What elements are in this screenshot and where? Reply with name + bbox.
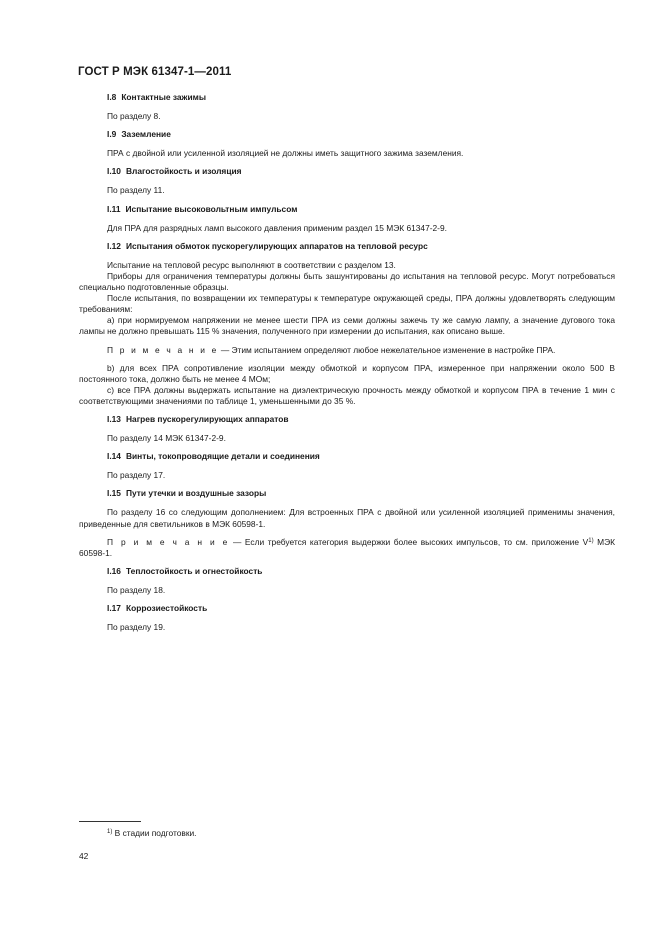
note-text: — Этим испытанием определяют любое нежелательное изменение в настройке ПРА. [218,344,556,355]
list-item-c: c) все ПРА должны выдержать испытание на диэлектрическую прочность между обмоткой и корпусом ПРА в течение 1 мин с соответствующими значениями по таблице 1, уменьшенными до 35 %. [79,384,615,406]
list-item-a: а) при нормируемом напряжении не менее шести ПРА из семи должны зажечь ту же самую лампу, а значение дугового тока лампы не должно превышать 115 % значения, полученного при измерении до испытания, как описано выше. [79,315,615,337]
paragraph: Испытание на тепловой ресурс выполняют в соответствии с разделом 13. [107,259,396,270]
section-number: I.9 [107,129,117,140]
section-number: I.14 [107,451,121,462]
section-number: I.17 [107,603,121,613]
paragraph: По разделу 16 со следующим дополнением: Для встроенных ПРА с двойной или усиленной изоляцией применимы значения, приведенные для светильников в МЭК 60598-1. [79,507,615,529]
section-heading-i16 [79,566,615,577]
section-title: Влагостойкость и изоляция [125,166,242,177]
paragraph: По разделу 19. [107,622,166,633]
section-heading-i14 [79,451,615,462]
paragraph: По разделу 18. [107,584,166,595]
section-number: I.11 [107,203,121,214]
section-title: Испытание высоковольтным импульсом [125,203,298,214]
section-heading-i12 [79,241,615,252]
footnote-ref[interactable]: 1) [588,537,594,544]
section-heading-i17 [79,603,615,614]
page-number: 42 [79,851,89,861]
paragraph: После испытания, по возвращении их температуры к температуре окружающей среды, ПРА должны удовлетворять следующим требованиям: [79,293,615,315]
footnote-mark: 1) [107,829,113,835]
section-number: I.12 [107,240,121,251]
section-title: Испытания обмоток пускорегулирующих аппаратов на тепловой ресурс [125,240,428,251]
section-heading-i10 [79,166,615,177]
section-heading-i8 [79,92,615,103]
section-heading-i13 [79,414,615,425]
note-text: — Если требуется категория выдержки более высоких импульсов, то см. приложение V [229,536,589,547]
section-number: I.16 [107,565,121,576]
document-header: ГОСТ Р МЭК 61347-1—2011 [78,66,232,78]
footnote-divider [79,821,141,822]
paragraph: ПРА с двойной или усиленной изоляцией не должны иметь защитного зажима заземления. [107,148,464,159]
section-title: Заземление [121,129,171,140]
paragraph: По разделу 14 МЭК 61347-2-9. [107,433,226,444]
footnote [107,828,197,838]
section-number: I.15 [107,488,121,499]
paragraph: По разделу 17. [107,470,166,481]
section-number: I.10 [107,166,121,177]
section-number: I.8 [107,92,117,102]
section-heading-i15 [79,488,615,499]
note-text-tail: МЭК 60598-1. [79,536,615,558]
section-heading-i11 [79,204,615,215]
section-title: Пути утечки и воздушные зазоры [125,488,267,499]
section-number: I.13 [107,413,121,424]
section-title: Теплостойкость и огнестойкость [125,565,263,576]
note [79,537,615,559]
section-heading-i9 [79,129,615,140]
note-label: П р и м е ч а н и е [107,536,230,547]
note [79,345,615,356]
paragraph: Для ПРА для разрядных ламп высокого давления применим раздел 15 МЭК 61347-2-9. [107,222,447,233]
document-body [79,92,615,640]
section-title: Коррозиестойкость [125,603,208,613]
section-title: Винты, токопроводящие детали и соединения [125,451,320,462]
paragraph: По разделу 11. [107,185,165,196]
section-title: Нагрев пускорегулирующих аппаратов [125,413,289,424]
paragraph: Приборы для ограничения температуры должны быть зашунтированы до испытания на тепловой ресурс. Могут потребоваться специально подготовленные образцы. [79,270,615,293]
section-title: Контактные зажимы [121,92,206,102]
note-label: П р и м е ч а н и е [107,344,219,355]
footnote-text: В стадии подготовки. [112,828,197,838]
list-item-b: b) для всех ПРА сопротивление изоляции между обмоткой и корпусом ПРА, измеренное при напряжении около 500 В постоянного тока, должно быть не менее 4 МОм; [79,362,615,384]
paragraph: По разделу 8. [107,111,161,122]
